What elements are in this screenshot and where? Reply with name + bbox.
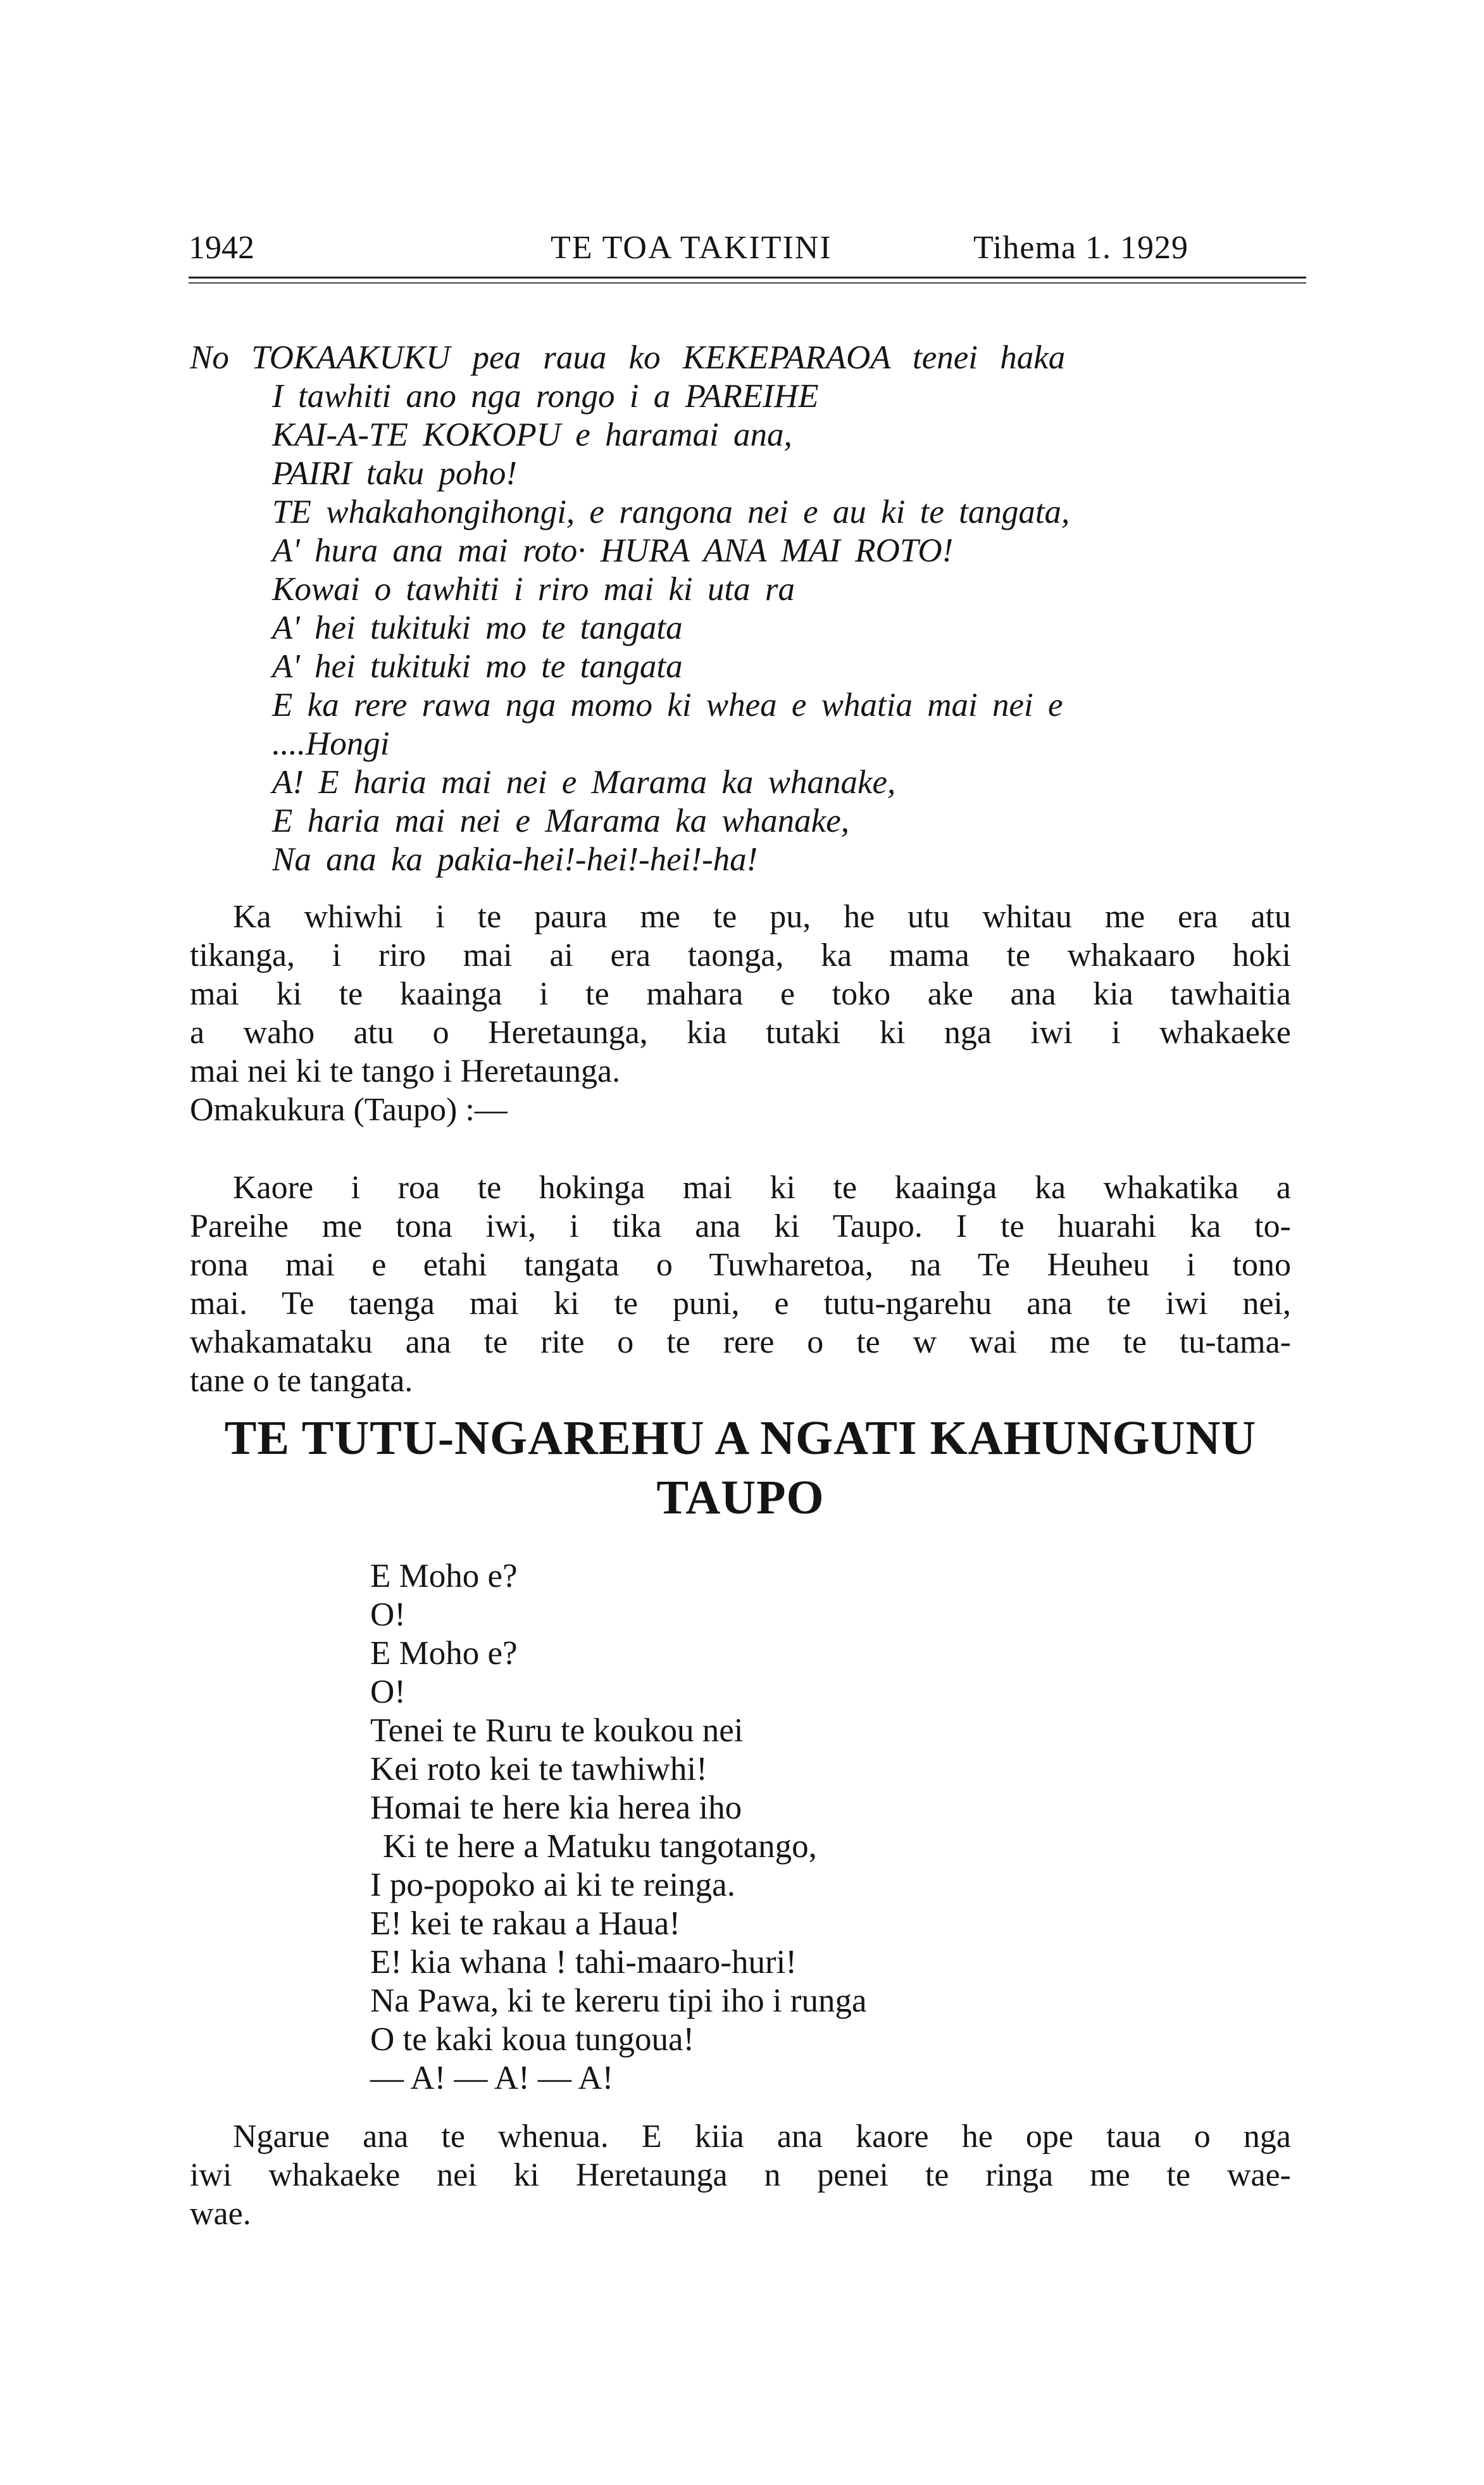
running-header	[189, 223, 1306, 273]
paragraph-line: Ka whiwhi i te paura me te pu, he utu whitau me era atu	[233, 899, 1291, 935]
paragraph-journey-taupo	[190, 1168, 1291, 1400]
section-heading-line2: TAUPO	[656, 1471, 825, 1524]
paragraph-line: rona mai e etahi tangata o Tuwharetoa, na Te Heuheu i tono	[190, 1247, 1291, 1283]
chant-line: O!	[370, 1596, 406, 1633]
haka-line: Na ana ka pakia-hei!-hei!-hei!-ha!	[272, 841, 758, 878]
page-number: 1942	[189, 230, 254, 266]
paragraph-line: Omakukura (Taupo) :—	[190, 1092, 508, 1128]
paragraph-line: mai ki te kaainga i te mahara e toko ake ana kia tawhaitia	[190, 976, 1291, 1012]
chant-line: Ki te here a Matuku tangotango,	[383, 1828, 817, 1865]
paragraph-line: mai nei ki te tango i Heretaunga.	[190, 1053, 621, 1089]
haka-line: I tawhiti ano nga rongo i a PAREIHE	[272, 378, 819, 415]
paragraph-line: tane o te tangata.	[190, 1363, 413, 1399]
paragraph-line: Ngarue ana te whenua. E kiia ana kaore he ope taua o nga	[233, 2119, 1291, 2155]
paragraph-line: whakamataku ana te rite o te rere o te w wai me te tu-tama-	[190, 1324, 1291, 1360]
chant-verse	[370, 1557, 866, 2098]
chant-line: O!	[370, 1674, 406, 1710]
section-heading-line1: TE TUTU-NGAREHU A NGATI KAHUNGUNU	[224, 1412, 1257, 1465]
paragraph-line: tikanga, i riro mai ai era taonga, ka mama te whakaaro hoki	[190, 937, 1291, 973]
chant-line: — A! — A! — A!	[370, 2060, 614, 2096]
paragraph-line: mai. Te taenga mai ki te puni, e tutu-ngarehu ana te iwi nei,	[190, 1286, 1291, 1322]
chant-line: E! kei te rakau a Haua!	[370, 1905, 680, 1942]
haka-line: E haria mai nei e Marama ka whanake,	[272, 803, 849, 839]
issue-date: Tihema 1. 1929	[973, 230, 1188, 266]
paragraph-line: Pareihe me tona iwi, i tika ana ki Taupo. I te huarahi ka to-	[190, 1208, 1291, 1244]
haka-line: TE whakahongihongi, e rangona nei e au ki te tangata,	[272, 494, 1070, 530]
haka-line: No TOKAAKUKU pea raua ko KEKEPARAOA tenei haka	[190, 339, 1066, 376]
chant-line: Tenei te Ruru te koukou nei	[370, 1712, 744, 1749]
chant-line: E! kia whana ! tahi-maaro-huri!	[370, 1944, 797, 1981]
chant-line: O te kaki koua tungoua!	[370, 2021, 695, 2058]
publication-title: TE TOA TAKITINI	[551, 230, 832, 266]
haka-line: A' hei tukituki mo te tangata	[272, 648, 683, 685]
chant-line: Homai te here kia herea iho	[370, 1789, 742, 1826]
header-rule-bottom	[189, 282, 1306, 284]
haka-line: PAIRI taku poho!	[272, 455, 517, 492]
chant-line: E Moho e?	[370, 1558, 518, 1594]
chant-line: Na Pawa, ki te kereru tipi iho i runga	[370, 1982, 867, 2019]
haka-line: A! E haria mai nei e Marama ka whanake,	[272, 764, 896, 801]
haka-line: KAI-A-TE KOKOPU e haramai ana,	[272, 416, 792, 453]
paragraph-line: a waho atu o Heretaunga, kia tutaki ki nga iwi i whakaeke	[190, 1015, 1291, 1051]
chant-line: I po-popoko ai ki te reinga.	[370, 1867, 735, 1903]
chant-line: E Moho e?	[370, 1635, 518, 1672]
chant-line: Kei roto kei te tawhiwhi!	[370, 1751, 708, 1787]
haka-line: Kowai o tawhiti i riro mai ki uta ra	[272, 571, 795, 608]
haka-line: A' hei tukituki mo te tangata	[272, 610, 683, 646]
header-rule-top	[189, 277, 1306, 279]
haka-line: E ka rere rawa nga momo ki whea e whatia mai nei e	[272, 687, 1063, 723]
haka-line: ....Hongi	[272, 725, 390, 762]
paragraph-earth-shook	[190, 2117, 1291, 2233]
paragraph-line: wae.	[190, 2196, 251, 2232]
paragraph-line: Kaore i roa te hokinga mai ki te kaainga ka whakatika a	[233, 1170, 1291, 1206]
section-heading	[190, 1408, 1291, 1527]
paragraph-gunpowder	[190, 898, 1291, 1129]
paragraph-line: iwi whakaeke nei ki Heretaunga n penei te ringa me te wae-	[190, 2157, 1291, 2193]
haka-line: A' hura ana mai roto· HURA ANA MAI ROTO!	[272, 532, 954, 569]
haka-verse	[190, 339, 1291, 879]
